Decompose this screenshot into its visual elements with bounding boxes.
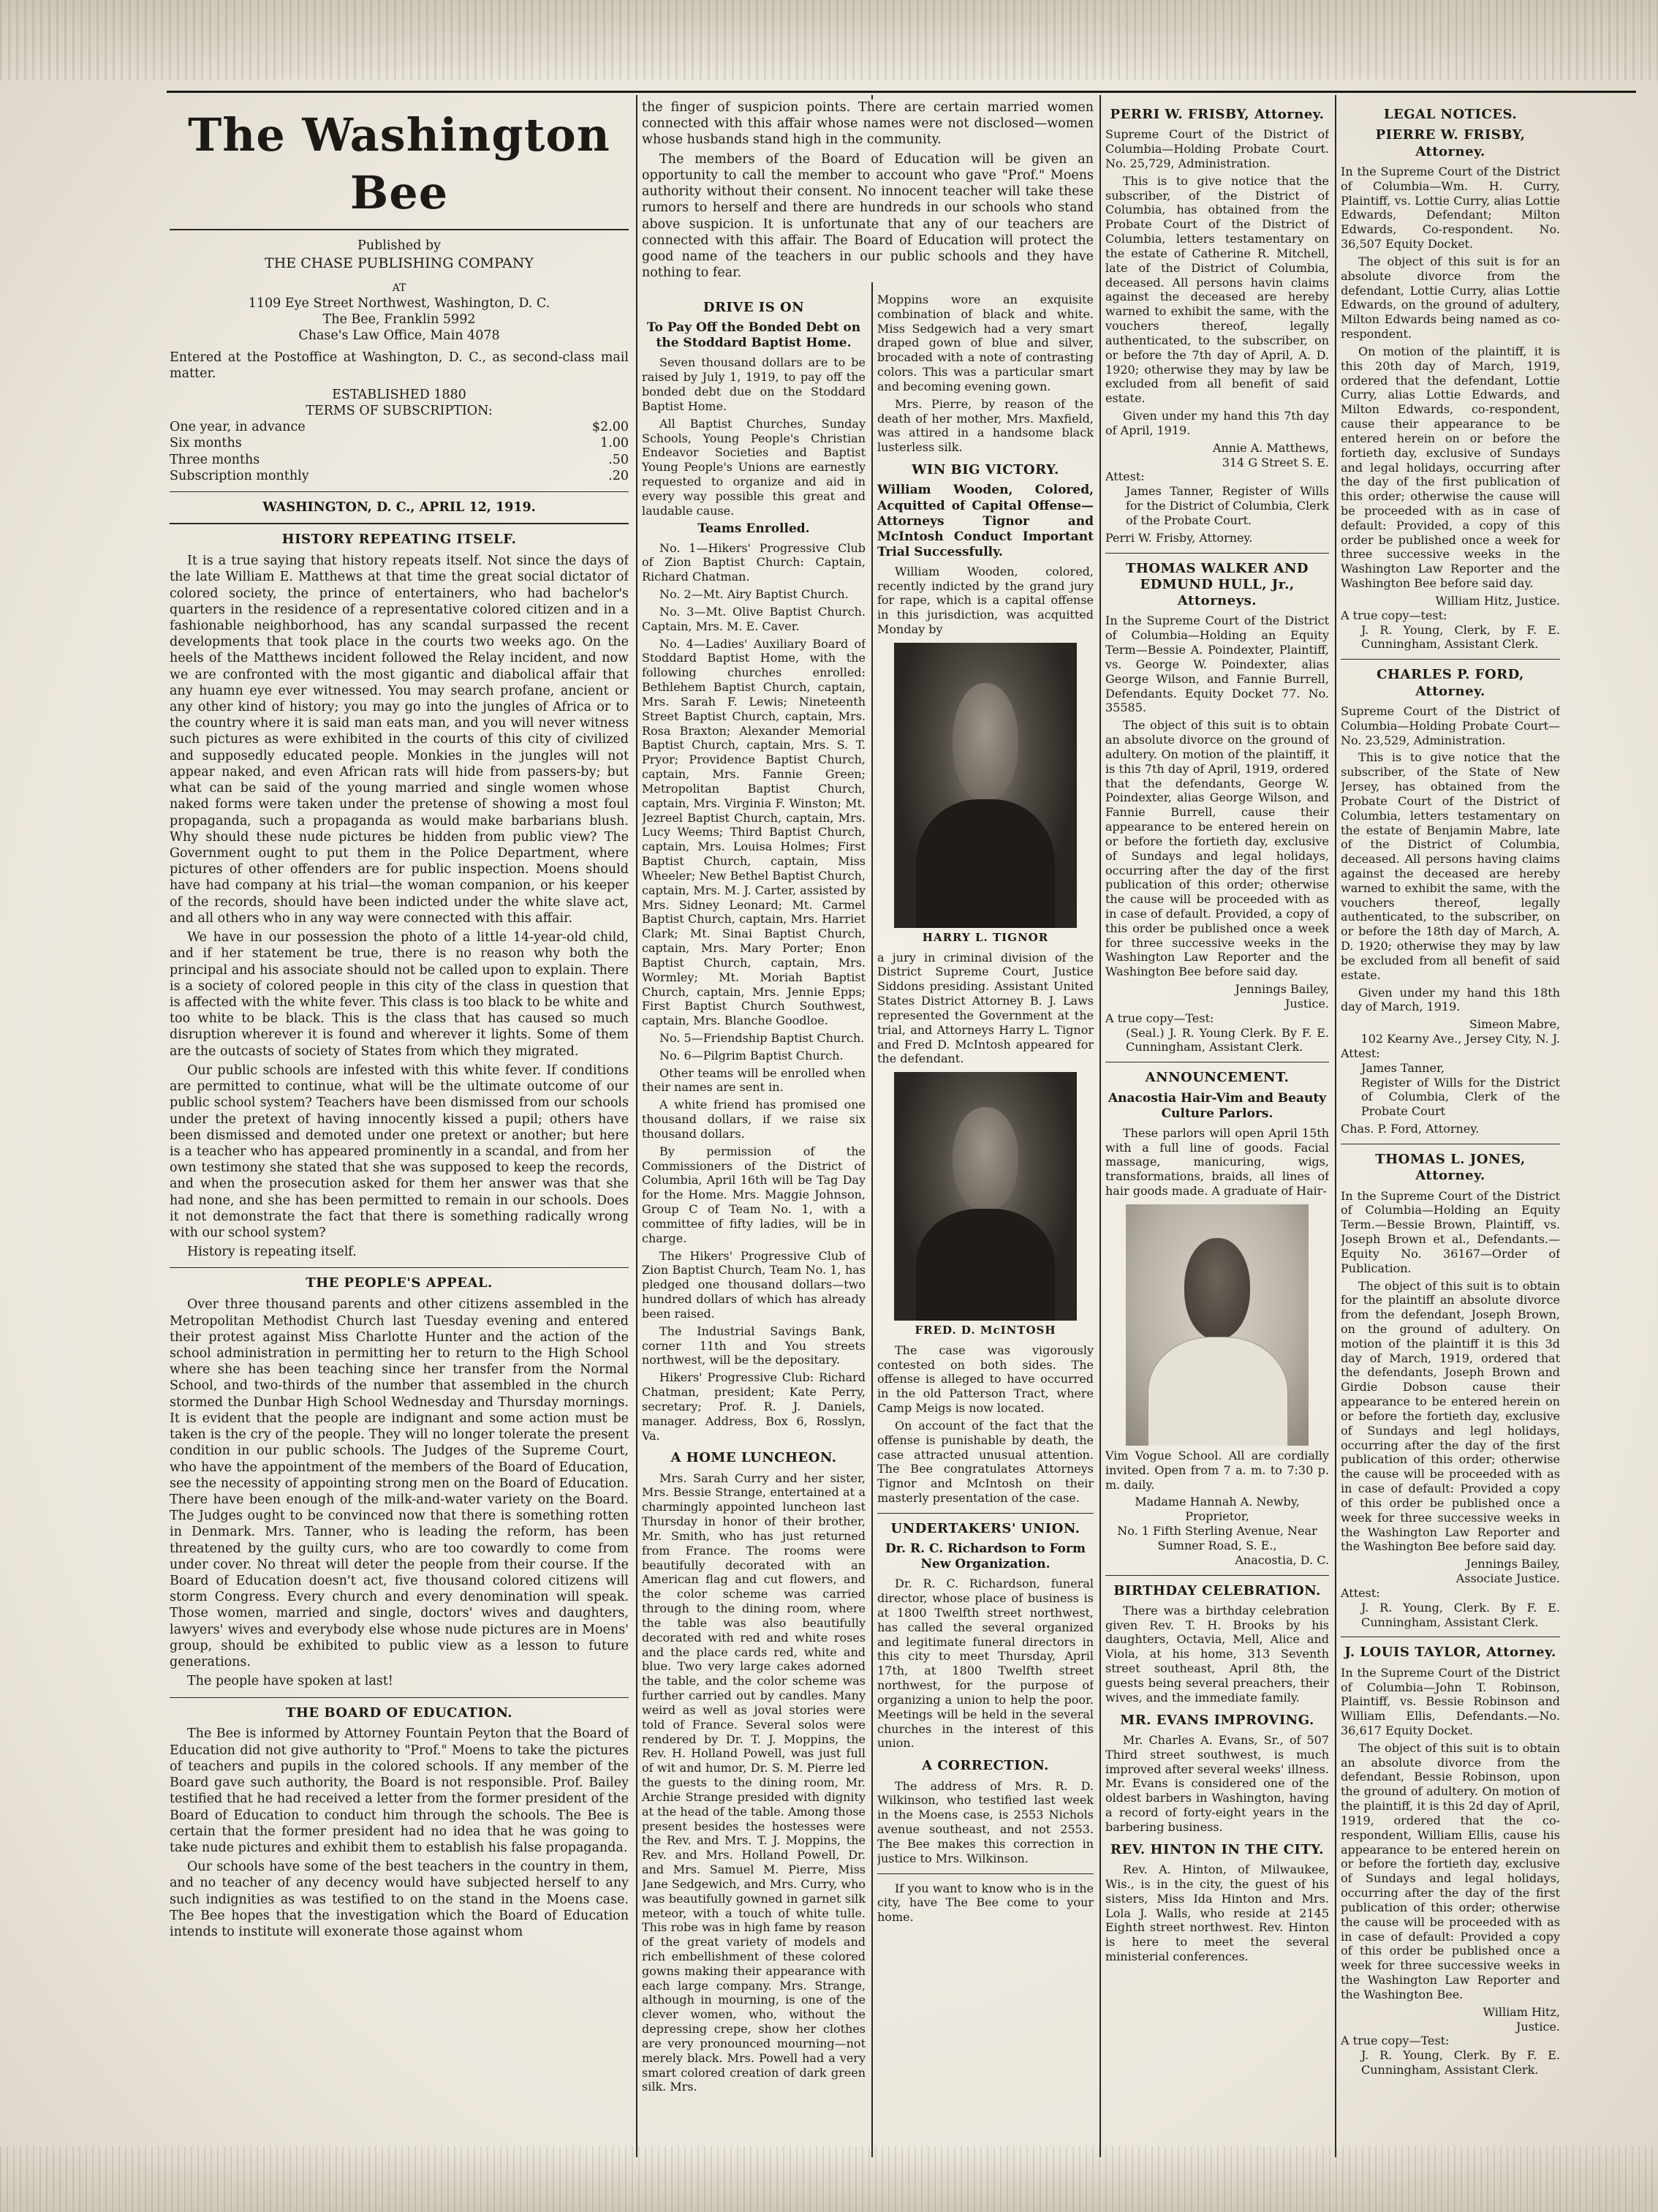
article-paragraph: Mrs. Pierre, by reason of the death of her mother, Mrs. Maxfield, was attired in a handsome black lusterless silk. bbox=[877, 396, 1094, 455]
list-item: No. 4—Ladies' Auxiliary Board of Stoddard Baptist Home, with the following churches enrolled: Bethlehem Baptist Church, captain, Mrs. Sarah F. Lewis; Nineteenth Street Baptist Church, captain, Mrs. Rosa Braxton; Alexander Memorial Baptist Church, captain, Mrs. S. T. Pryor; Providence Baptist Church, captain, Mrs. Fannie Green; Metropolitan Baptist Church, captain, Mrs. Virginia F. Winston; Mt. Jezreel Baptist Church, captain, Mrs. Lucy Weems; Third Baptist Church, captain, Mrs. Louisa Holmes; First Baptist Church, captain, Miss Wheeler; New Bethel Baptist Church, captain, Mrs. M. J. Carter, assisted by Mrs. Sidney Leonard; Mt. Carmel Baptist Church, captain, Mrs. Harriet Clark; Mt. Sinai Baptist Church, captain, Mrs. Mary Porter; Enon Baptist Church, captain, Mrs. Wormley; Mt. Moriah Baptist Church, captain, Mrs. Jennie Epps; First Baptist Church Southwest, captain, Mrs. Blanche Goodloe. bbox=[642, 636, 866, 1028]
portrait-photo-tignor bbox=[894, 643, 1077, 928]
article-paragraph: It is a true saying that history repeats itself. Not since the days of the late William E. Matthews at that time the great social dictator of colored society, the prince of entertainers, who had bachelor's quarters in the residence of a representative colored citizen and in a fashionable neighborhood, has any scandal surpassed the recent developments that took place in the courts two weeks ago. On the heels of the Matthews incident followed the Relay incident, and now we are confronted with the most gigantic and diabolical affair that any huamn eye ever witnessed. You may search profane, ancient or any other kind of history; you may go into the jungles of Africa or to the country where it is said man eats man, and you will never witness such pictures as were exhibited in the courts of this city of civilized and supposedly educated people. Monkies in the jungles will not appear naked, and even African rats will hide from passers-by; but what can be said of the young married and single women whose naked forms were taken under the pretense of showing a most foul propaganda, such a propaganda as would make barbarians blush. Why should these nude pictures be hidden from public view? The Government ought to put them in the Police Department, where pictures of other offenders are for public inspection. Moens should have had company at his trial—the woman companion, or his keeper of the records, should have been indicted under the white slave act, and all others who in any way were connected with this affair. bbox=[170, 554, 629, 926]
article-paragraph: We have in our possession the photo of a little 14-year-old child, and if her statement be true, there is no reason why both the principal and his associate should not be called upon to explain. There is a society of colored people in this city of the class in question that is affected with the white fever. This class is too black to be white and too white to be black. This is the class that has caused so much disruption wherever it is found and wherever it lights. Some of them are the outcasts of society of States from which they migrated. bbox=[170, 930, 629, 1059]
article-rule bbox=[1105, 553, 1329, 554]
column-rule bbox=[1335, 95, 1336, 2157]
scan-noise-bottom bbox=[0, 2146, 1658, 2212]
dateline-rule bbox=[170, 491, 629, 492]
masthead-title: The Washington Bee bbox=[188, 108, 610, 219]
list-item: No. 1—Hikers' Progressive Club of Zion Baptist Church: Captain, Richard Chatman. bbox=[642, 540, 866, 584]
footer-note: If you want to know who is in the city, have The Bee come to your home. bbox=[877, 1881, 1094, 1925]
signature: William Hitz, bbox=[1483, 2004, 1560, 2019]
headline-frisby: PERRI W. FRISBY, Attorney. bbox=[1110, 107, 1325, 122]
headline-legal-notices: LEGAL NOTICES. bbox=[1383, 107, 1518, 122]
headline-jones: THOMAS L. JONES, Attorney. bbox=[1375, 1151, 1526, 1184]
subhead-victory: William Wooden, Colored, Acquitted of Capital Offense—Attorneys Tignor and McIntosh Conduct Important Trial Successfully. bbox=[877, 483, 1094, 559]
signature-address: 102 Kearny Ave., Jersey City, N. J. bbox=[1360, 1032, 1560, 1046]
phone-law-office: Chase's Law Office, Main 4078 bbox=[298, 328, 500, 344]
list-item: Other teams will be enrolled when their names are sent in. bbox=[642, 1065, 866, 1095]
court-heading: Supreme Court of the District of Columbia—Holding Probate Court—No. 23,529, Administration. bbox=[1341, 703, 1560, 747]
column-5 bbox=[1341, 99, 1560, 2154]
article-paragraph: The case was vigorously contested on both sides. The offense is alleged to have occurred in the old Patterson Tract, where Camp Meigs is now located. bbox=[877, 1343, 1094, 1416]
column-rule bbox=[871, 95, 873, 2157]
publisher-at: AT bbox=[392, 282, 406, 294]
copy-label: A true copy—Test: bbox=[1105, 1011, 1214, 1025]
portrait-photo-mcintosh bbox=[894, 1072, 1077, 1321]
terms-title: TERMS OF SUBSCRIPTION: bbox=[306, 403, 493, 418]
headline-evans: MR. EVANS IMPROVING. bbox=[1120, 1712, 1314, 1728]
photo-caption: HARRY L. TIGNOR bbox=[922, 930, 1049, 944]
article-paragraph: All Baptist Churches, Sunday Schools, Young People's Christian Endeavor Societies and Baptist Young People's Unions are earnestly requested to organize and aid in every way possible this great and laudable cause. bbox=[642, 416, 866, 518]
article-paragraph: the finger of suspicion points. There are certain married women connected with this affair whose names were not disclosed—women whose husbands stand high in the community. bbox=[642, 100, 1094, 148]
signature-address: No. 1 Fifth Sterling Avenue, Near Sumner Road, S. E., bbox=[1117, 1524, 1317, 1552]
dateline: WASHINGTON, D. C., APRIL 12, 1919. bbox=[262, 499, 536, 515]
article-paragraph: William Wooden, colored, recently indicted by the grand jury for rape, which is a capital offense in this jurisdiction, was acquitted Monday by bbox=[877, 564, 1094, 637]
clerk-line: (Seal.) J. R. Young Clerk. By F. E. Cunningham, Assistant Clerk. bbox=[1126, 1025, 1329, 1054]
article-paragraph: Our schools have some of the best teachers in the country in them, and no teacher of any decency would have subjected herself to any such indignities as was testified to on the stand in the Moens case. The Bee hopes that the investigation which the Board of Education intends to institute will exonerate those against whom bbox=[170, 1860, 629, 1940]
article-rule bbox=[170, 1267, 629, 1268]
term-row: Subscription monthly .20 bbox=[170, 468, 629, 483]
clerk-line: J. R. Young, Clerk, by F. E. Cunningham, Assistant Clerk. bbox=[1361, 622, 1560, 652]
article-paragraph: Mr. Charles A. Evans, Sr., of 507 Third street southwest, is much improved after several weeks' illness. Mr. Evans is considered one of the oldest barbers in Washington, having a record of forty-eight years in the barbering business. bbox=[1105, 1732, 1329, 1834]
signature: Jennings Bailey, bbox=[1235, 982, 1329, 997]
article-rule bbox=[1341, 659, 1560, 660]
attorney-line: Perri W. Frisby, Attorney. bbox=[1105, 530, 1253, 545]
court-heading: In the Supreme Court of the District of Columbia—John T. Robinson, Plaintiff, vs. Bessie Robinson and William Ellis, Defendants.—No. 36,617 Equity Docket. bbox=[1341, 1665, 1560, 1737]
masthead-rule bbox=[170, 229, 629, 230]
list-item: By permission of the Commissioners of the District of Columbia, April 16th will be Tag Day for the Home. Mrs. Maggie Johnson, Group C of Team No. 1, with a committee of fifty ladies, will be in charge. bbox=[642, 1144, 866, 1245]
attest-text: James Tanner, Register of Wills for the District of Columbia, Clerk of the Probate Court. bbox=[1126, 484, 1329, 527]
copy-label: A true copy—Test: bbox=[1341, 2034, 1450, 2048]
postoffice-entry: Entered at the Postoffice at Washington, D. C., as second-class mail matter. bbox=[170, 350, 629, 382]
article-paragraph: Seven thousand dollars are to be raised by July 1, 1919, to pay off the bonded debt due on the Stoddard Baptist Home. bbox=[642, 355, 866, 413]
notice-paragraph: On motion of the plaintiff, it is this 20th day of March, 1919, ordered that the defendant, Lottie Curry, alias Lottie Edwards, and Milton Edwards, co-respondent, cause their appearance to be entered herein on or before the fortieth day, exclusive of Sundays and legal holidays, occurring after the day of the first publication of this order; otherwise the cause will be proceeded with as in case of default: Provided, a copy of this order be published once a week for three successive weeks in the Washington Law Reporter and the Washington Bee before said day. bbox=[1341, 344, 1560, 591]
subhead-announcement: Anacostia Hair-Vim and Beauty Culture Parlors. bbox=[1108, 1090, 1327, 1121]
signature: William Hitz, Justice. bbox=[1435, 593, 1560, 608]
article-paragraph: On account of the fact that the offense is punishable by death, the case attracted unusual attention. The Bee congratulates Attorneys Tignor and McIntosh on their masterly presentation of the case. bbox=[877, 1418, 1094, 1506]
headline-appeal: THE PEOPLE'S APPEAL. bbox=[306, 1275, 493, 1291]
established: ESTABLISHED 1880 bbox=[332, 387, 466, 402]
headline-correction: A CORRECTION. bbox=[922, 1758, 1049, 1774]
list-item: No. 5—Friendship Baptist Church. bbox=[659, 1030, 865, 1045]
term-row: Six months 1.00 bbox=[170, 436, 629, 451]
signature-title: Justice. bbox=[1516, 2019, 1560, 2034]
notice-paragraph: The object of this suit is to obtain for the plaintiff an absolute divorce from the defendant, Joseph Brown, on the ground of adultery. On motion of the plaintiff it is this 3d day of March, 1919, ordered that the defendants, Joseph Brown and Girdie Dobson cause their appearance to be entered herein on or before the fortieth day, exclusive of Sundays and legl holidays, occurring after the day of the first publication of this order; otherwise the cause will be proceeded with as in case of default: Provided a copy of this order be published once a week for three successive weeks in the Washington Law Reporter and the Washington Bee before said day. bbox=[1341, 1278, 1560, 1554]
publisher-address: 1109 Eye Street Northwest, Washington, D. C. bbox=[248, 295, 550, 311]
term-row: One year, in advance $2.00 bbox=[170, 420, 629, 435]
headline-history: HISTORY REPEATING ITSELF. bbox=[281, 532, 517, 548]
signature: Madame Hannah A. Newby, bbox=[1135, 1495, 1300, 1509]
headline-announcement: ANNOUNCEMENT. bbox=[1145, 1070, 1290, 1086]
court-heading: In the Supreme Court of the District of Columbia—Holding an Equity Term.—Bessie Brown, Plaintiff, vs. Joseph Brown et al., Defendants.—Equity No. 36167—Order of Publication. bbox=[1341, 1188, 1560, 1275]
list-item: No. 3—Mt. Olive Baptist Church. Captain, Mrs. M. E. Caver. bbox=[642, 604, 866, 633]
signature-city: Anacostia, D. C. bbox=[1235, 1552, 1329, 1567]
dateline-rule bbox=[170, 523, 629, 524]
headline-board: THE BOARD OF EDUCATION. bbox=[285, 1705, 513, 1721]
attorney-line: Chas. P. Ford, Attorney. bbox=[1341, 1122, 1480, 1136]
board-continuation bbox=[642, 99, 1094, 282]
attest-label: Attest: bbox=[1341, 1585, 1380, 1600]
court-heading: Supreme Court of the District of Columbia—Holding Probate Court. No. 25,729, Administration. bbox=[1105, 127, 1329, 170]
article-paragraph: The Bee is informed by Attorney Fountain Peyton that the Board of Education did not give authority to "Prof." Moens to take the pictures of teachers and pupils in the colored schools. If any member of the Board gave such authority, the Board is not responsible. Prof. Bailey testified that he had received a letter from the former president of the Board of Education to conduct him through the schools. The Bee is certain that the former president had no idea that he was going to take nude pictures and exhibit them to establish his false propaganda. bbox=[170, 1726, 629, 1855]
headline-pierre-frisby: PIERRE W. FRISBY, Attorney. bbox=[1375, 127, 1526, 159]
column-rule bbox=[1099, 95, 1101, 2157]
signature-title: Proprietor, bbox=[1185, 1509, 1249, 1524]
notice-paragraph: This is to give notice that the subscriber, of the District of Columbia, has obtained from the Probate Court of the District of Columbia, letters testamentary on the estate of Catherine R. Mitchell, late of the District of Columbia, deceased. All persons havin claims against the deceased are hereby warned to exhibit the same, with the vouchers thereof, legally authenticated, to the subscriber, on or before the 7th day of April, A. D. 1920; otherwise they may by law be excluded from all benefit of said estate. bbox=[1105, 173, 1329, 406]
article-paragraph: The address of Mrs. R. D. Wilkinson, who testified last week in the Moens case, is 2553 Nichols avenue southeast, and not 2553. The Bee makes this correction in justice to Mrs. Wilkinson. bbox=[877, 1778, 1094, 1865]
subscription-terms bbox=[170, 419, 629, 484]
column-2-body bbox=[642, 292, 866, 2154]
list-item: Hikers' Progressive Club: Richard Chatman, president; Kate Perry, secretary; Prof. R. J. Daniels, manager. Address, Box 6, Rosslyn, Va. bbox=[642, 1370, 866, 1443]
subhead-teams: Teams Enrolled. bbox=[697, 521, 810, 536]
published-by: Published by bbox=[357, 238, 441, 254]
court-heading: In the Supreme Court of the District of Columbia—Wm. H. Curry, Plaintiff, vs. Lottie Curry, alias Lottie Edwards, Defendant; Milton Edwards, Co-respondent. No. 36,507 Equity Docket. bbox=[1341, 164, 1560, 252]
phone-bee: The Bee, Franklin 5992 bbox=[322, 312, 476, 327]
attest-label: Attest: bbox=[1341, 1046, 1380, 1060]
clerk-line: J. R. Young, Clerk. By F. E. Cunningham, Assistant Clerk. bbox=[1361, 2048, 1560, 2077]
headline-ford: CHARLES P. FORD, Attorney. bbox=[1377, 667, 1524, 699]
headline-undertakers: UNDERTAKERS' UNION. bbox=[890, 1520, 1080, 1536]
article-paragraph: There was a birthday celebration given Rev. T. H. Brooks by his daughters, Octavia, Mell, Alice and Viola, at his home, 313 Seventh street southeast, April 8th, the guests being several preachers, their wives, and the immediate family. bbox=[1105, 1603, 1329, 1705]
list-item: No. 2—Mt. Airy Baptist Church. bbox=[659, 587, 849, 602]
notice-paragraph: Given under my hand this 18th day of March, 1919. bbox=[1341, 985, 1560, 1014]
column-1 bbox=[170, 99, 629, 2154]
attest-name: James Tanner, bbox=[1361, 1060, 1445, 1075]
clerk-line: J. R. Young, Clerk. By F. E. Cunningham, Assistant Clerk. bbox=[1361, 1600, 1560, 1629]
signature-address: 314 G Street S. E. bbox=[1222, 455, 1329, 469]
term-row: Three months .50 bbox=[170, 452, 629, 467]
list-item: The Hikers' Progressive Club of Zion Baptist Church, Team No. 1, has pledged one thousand dollars—two hundred dollars of which has already been raised. bbox=[642, 1248, 866, 1321]
headline-hinton: REV. HINTON IN THE CITY. bbox=[1110, 1841, 1325, 1857]
signature-title: Justice. bbox=[1285, 996, 1329, 1011]
notice-paragraph: The object of this suit is for an absolute divorce from the defendant, Lottie Curry, alias Lottie Edwards, on the ground of adultery, Milton Edwards being named as co-respondent. bbox=[1341, 254, 1560, 341]
notice-paragraph: The object of this suit is to obtain an absolute divorce on the ground of adultery. On motion of the plaintiff, it is this 7th day of April, 1919, ordered that the defendants, George W. Poindexter, alias George Wilson, and Fannie Burrell, cause their appearance to be entered herein on or before the fortieth day, exclusive of Sundays and legal holidays, occurring after the day of the first publication of this order; otherwise the cause will be proceeded with as in case of default. Provided, a copy of this order be published once a week for three successive weeks in the Washington Law Reporter and the Washington Bee before said day. bbox=[1105, 718, 1329, 979]
notice-paragraph: The object of this suit is to obtain an absolute divorce from the defendant, Bessie Robinson, upon the ground of adultery. On motion of the plaintiff, it is this 2d day of April, 1919, ordered that the co-respondent, William Ellis, cause his appearance to be entered herein on or before the fortieth day, exclusive of Sundays and legal holidays, occurring after the day of the first publication of this order; otherwise the cause will be proceeded with as in case of default: Provided a copy of this order be published once a week for three successive weeks in the Washington Law Reporter and the Washington Bee. bbox=[1341, 1740, 1560, 2001]
column-4 bbox=[1105, 99, 1329, 2154]
headline-luncheon: A HOME LUNCHEON. bbox=[670, 1450, 837, 1466]
article-paragraph: Rev. A. Hinton, of Milwaukee, Wis., is in the city, the guest of his sisters, Miss Ida Hinton and Mrs. Lola J. Walls, who reside at 2145 Eighth street northwest. Rev. Hinton is here to meet the several ministerial conferences. bbox=[1105, 1862, 1329, 1964]
article-paragraph: Vim Vogue School. All are cordially invited. Open from 7 a. m. to 7:30 p. m. daily. bbox=[1105, 1448, 1329, 1492]
subhead-drive: To Pay Off the Bonded Debt on the Stoddard Baptist Home. bbox=[646, 320, 861, 351]
list-item: No. 6—Pilgrim Baptist Church. bbox=[659, 1048, 844, 1062]
article-paragraph: a jury in criminal division of the District Supreme Court, Justice Siddons presiding. Assistant United States District Attorney B. J. Laws represented the Government at the trial, and Attorneys Harry L. Tignor and Fred D. McIntosh appeared for the defendant. bbox=[877, 950, 1094, 1066]
article-rule bbox=[170, 1697, 629, 1698]
signature: Annie A. Matthews, bbox=[1212, 440, 1329, 455]
headline-walker: THOMAS WALKER AND EDMUND HULL, Jr., Attorneys. bbox=[1125, 560, 1309, 609]
attest-label: Attest: bbox=[1105, 469, 1145, 484]
column-rule bbox=[636, 95, 637, 2157]
list-item: A white friend has promised one thousand dollars, if we raise six thousand dollars. bbox=[642, 1098, 866, 1141]
article-paragraph: These parlors will open April 15th with a full line of goods. Facial massage, manicuring, wigs, transformations, braids, all lines of hair goods made. A graduate of Hair- bbox=[1105, 1125, 1329, 1199]
attest-text: Register of Wills for the District of Columbia, Clerk of the Probate Court bbox=[1361, 1075, 1560, 1119]
article-paragraph: Moppins wore an exquisite combination of black and white. Miss Sedgewich had a very smart draped gown of blue and silver, brocaded with a note of contrasting colors. This was a particular smart and becoming evening gown. bbox=[877, 292, 1094, 393]
notice-paragraph: Given under my hand this 7th day of April, 1919. bbox=[1105, 409, 1329, 437]
top-rule bbox=[167, 91, 1636, 93]
copy-label: A true copy—test: bbox=[1341, 608, 1447, 622]
list-item: The Industrial Savings Bank, corner 11th and You streets northwest, will be the depositary. bbox=[642, 1324, 866, 1367]
headline-taylor: J. LOUIS TAYLOR, Attorney. bbox=[1344, 1645, 1556, 1661]
signature-title: Associate Justice. bbox=[1456, 1571, 1560, 1586]
signature: Simeon Mabre, bbox=[1469, 1017, 1560, 1032]
article-paragraph: Our public schools are infested with this white fever. If conditions are permitted to continue, what will be the ultimate outcome of our public school system? Teachers have been dismissed from our schools under the pretext of having innocently kissed a pupil; others have been dismissed and demoted under one pretext or another; but here is a teacher who has appeared prominently in a scandal, and from her own testimony she stated that she was supposed to keep the records, and when the prosecution asked for them her answer was that she had none, and she has been permitted to remain in our schools. Does it not demonstrate the fact that there is something radically wrong with our school system? bbox=[170, 1062, 629, 1241]
article-paragraph: Dr. R. C. Richardson, funeral director, whose place of business is at 1800 Twelfth street northwest, has called the several organized and legitimate funeral directors in this city to meet Thursday, April 17th, at 1800 Twelfth street northwest, for the purpose of organizing a union to help the poor. Meetings will be held in the several churches in the interest of this union. bbox=[877, 1577, 1094, 1751]
article-rule bbox=[877, 1513, 1094, 1514]
portrait-photo-newby bbox=[1126, 1204, 1309, 1446]
notice-paragraph: This is to give notice that the subscriber, of the State of New Jersey, has obtained from the Probate Court of the District of Columbia, letters testamentary on the estate of Benjamin Mabre, late of the District of Columbia, deceased. All persons having claims against the deceased are hereby warned to exhibit the same, with the vouchers thereof, legally authenticated, to the subscriber, on or before the 18th day of March, A. D. 1920; otherwise they may by law be excluded from all benefit of said estate. bbox=[1341, 750, 1560, 982]
scan-noise-top bbox=[0, 0, 1658, 80]
article-rule bbox=[877, 1873, 1094, 1874]
article-paragraph: Mrs. Sarah Curry and her sister, Mrs. Bessie Strange, entertained at a charmingly appointed luncheon last Thursday in honor of their brother, Mr. Smith, who has just returned from France. The rooms were beautifully decorated with an American flag and cut flowers, and the color scheme was carried through to the dining room, where the table was also beautifully decorated with red and white roses and the place cards red, white and blue. Two very large cakes adorned the table, and the color scheme was further carried out by candles. Many weird as well as joval stories were told of France. Several solos were rendered by Dr. T. J. Moppins, the Rev. H. Holland Powell, was just full of wit and humor, Dr. S. M. Pierre led the guests to the dining room, Mr. Archie Strange presided with dignity at the head of the table. Among those present besides the hostesses were the Rev. and Mrs. T. J. Moppins, the Rev. and Mrs. Holland Powell, Dr. and Mrs. Samuel M. Pierre, Miss Jane Sedgewich, and Mrs. Curry, who was beautifully gowned in garnet silk meteor, with a touch of white tulle. This robe was in high fame by reason of the great variety of models and rich embellishment of these colored gowns making their appearance with each large company. Mrs. Strange, although in mourning, is one of the clever women, who, without the depressing crepe, show her clothes are very pronounced mourning—not merely black. Mrs. Powell had a very smart colored creation of dark green silk. Mrs. bbox=[642, 1471, 866, 2094]
column-3-body bbox=[877, 292, 1094, 2154]
photo-caption: FRED. D. McINTOSH bbox=[915, 1324, 1056, 1337]
court-heading: In the Supreme Court of the District of Columbia—Holding an Equity Term—Bessie A. Poindexter, Plaintiff, vs. George W. Poindexter, alias George Wilson, and Fannie Burrell, Defendants. Equity Docket 77. No. 35585. bbox=[1105, 614, 1329, 715]
headline-birthday: BIRTHDAY CELEBRATION. bbox=[1113, 1582, 1321, 1598]
signature: Jennings Bailey, bbox=[1466, 1557, 1560, 1571]
subhead-undertakers: Dr. R. C. Richardson to Form New Organization. bbox=[885, 1541, 1086, 1572]
article-rule bbox=[1105, 1575, 1329, 1576]
headline-drive: DRIVE IS ON bbox=[703, 300, 805, 315]
publisher: THE CHASE PUBLISHING COMPANY bbox=[265, 254, 534, 271]
article-paragraph: History is repeating itself. bbox=[187, 1245, 357, 1260]
article-paragraph: Over three thousand parents and other citizens assembled in the Metropolitan Methodist Church last Tuesday evening and entered their protest against Miss Charlotte Hunter and the action of the school administration in permitting her to return to the High School where she has been teaching since her transfer from the Normal School, and two-thirds of the number that assembled in the church stormed the Dunbar High School Wednesday and Thursday mornings. It is evident that the people are indignant and some action must be taken is the cry of the people. They will no longer tolerate the present condition in our public schools. The Judges of the Supreme Court, who have the appointment of the members of the Board of Education, see the necessity of appointing strong men on the Board of Education. There have been enough of the milk-and-water variety on the Board. The Judges ought to be convinced now that there is something rotten in Denmark. Mrs. Tanner, who is leading the reform, has been threatened by the guilty curs, who are too cowardly to come from under cover. No threat will deter the people from their course. If the Board of Education doesn't act, five thousand colored citizens will storm Congress. Every church and every denomination will speak. Those women, married and single, doctors' wives and daughters, lawyers' wives and everybody else whose nude pictures are in Moens' group, should be exhibited to public view as a lesson to future generations. bbox=[170, 1297, 629, 1670]
headline-victory: WIN BIG VICTORY. bbox=[912, 462, 1059, 478]
article-paragraph: The members of the Board of Education will be given an opportunity to call the member to account who gave "Prof." Moens authority without their consent. No innocent teacher will take these rumors to herself and there are hundreds in our schools who stand above suspicion. It is unfortunate that any of our teachers are connected with this affair. The Board of Education will protect the good name of the teachers in our public schools and they have nothing to fear. bbox=[642, 151, 1094, 281]
article-paragraph: The people have spoken at last! bbox=[187, 1674, 393, 1689]
